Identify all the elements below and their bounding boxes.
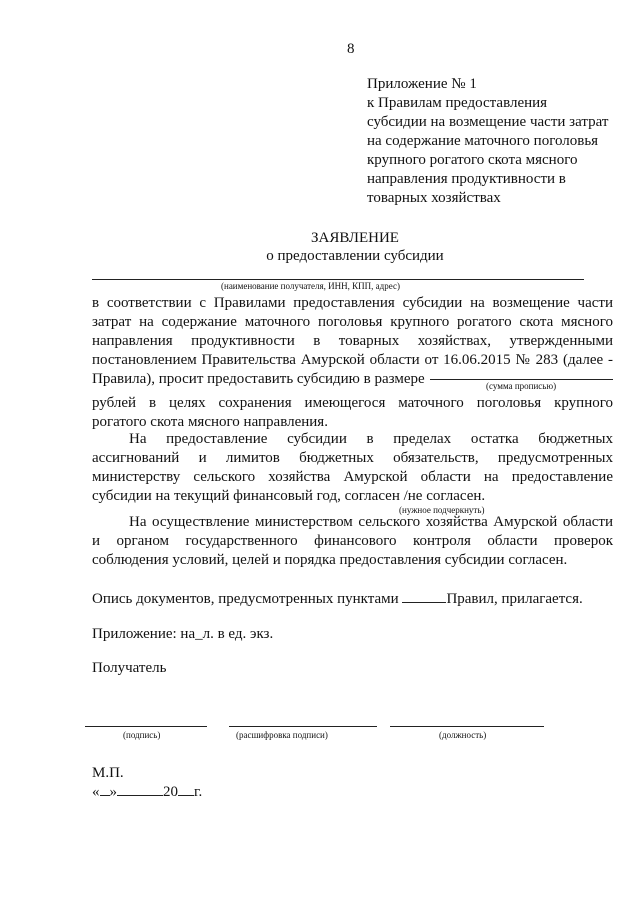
- appendix-line: Приложение № 1: [367, 76, 477, 92]
- recipient-hint: (наименование получателя, ИНН, КПП, адрес): [221, 281, 400, 291]
- signature-hint: (подпись): [123, 730, 161, 740]
- position-field-line: [390, 726, 544, 727]
- appendix-line: направления продуктивности в: [367, 171, 566, 187]
- paragraph-line: направления продуктивности в товарных хозяйствах, утвержденными: [92, 333, 613, 349]
- paragraph-line: постановлением Правительства Амурской области от 16.06.2015 № 283 (далее -: [92, 352, 613, 368]
- paragraph-consent-inspection: [92, 513, 613, 570]
- amount-hint: (сумма прописью): [486, 381, 557, 391]
- signature-field-line: [85, 726, 207, 727]
- date-open-quote: «: [92, 784, 100, 800]
- paragraph-line: соблюдения условий, целей и порядка предоставления субсидии согласен.: [92, 552, 568, 568]
- decoding-hint: (расшифровка подписи): [236, 730, 328, 740]
- date-year-field: [178, 783, 194, 796]
- paragraph-line: рогатого скота мясного направления.: [92, 414, 328, 430]
- paragraph-line: Правила), просит предоставить субсидию в размере: [92, 371, 425, 387]
- date-month-field: [117, 783, 163, 796]
- paragraph-line: ассигнований и лимитов бюджетных обязательств, предусмотренных: [92, 450, 613, 466]
- date-line: [92, 783, 202, 802]
- paragraph-line: На осуществление министерством сельского хозяйства Амурской области: [129, 514, 613, 530]
- page-number: 8: [347, 41, 355, 57]
- underline-hint: (нужное подчеркнуть): [399, 505, 485, 515]
- paragraph-line: рублей в целях сохранения имеющегося маточного поголовья крупного: [92, 395, 613, 411]
- paragraph-purpose: [92, 394, 613, 432]
- date-day-field: [100, 783, 110, 796]
- paragraph-line: На предоставление субсидии в пределах остатка бюджетных: [129, 431, 613, 447]
- recipient-field-line: [92, 279, 584, 280]
- date-year-suffix: г.: [194, 784, 203, 800]
- document-subtitle: о предоставлении субсидии: [266, 248, 444, 264]
- paragraph-application: [92, 294, 613, 389]
- inventory-statement: [92, 590, 583, 609]
- appendix-line: на содержание маточного поголовья: [367, 133, 599, 149]
- document-title: ЗАЯВЛЕНИЕ: [311, 230, 399, 246]
- appendix-line: крупного рогатого скота мясного: [367, 152, 578, 168]
- appendix-block: [367, 75, 608, 208]
- inventory-points-field: [402, 590, 446, 603]
- date-close-quote: »: [109, 784, 117, 800]
- amount-field-line: [430, 379, 613, 380]
- appendix-line: товарных хозяйствах: [367, 190, 501, 206]
- stamp-label: М.П.: [92, 765, 124, 781]
- recipient-label: Получатель: [92, 660, 167, 676]
- paragraph-line: субсидии на текущий финансовый год, согласен /не согласен.: [92, 488, 486, 504]
- appendix-line: к Правилам предоставления: [367, 95, 548, 111]
- position-hint: (должность): [439, 730, 487, 740]
- inventory-text-before: Опись документов, предусмотренных пунктами: [92, 591, 399, 607]
- decoding-field-line: [229, 726, 377, 727]
- date-year-prefix: 20: [163, 784, 178, 800]
- paragraph-consent-limits: [92, 430, 613, 506]
- appendix-line: субсидии на возмещение части затрат: [367, 114, 609, 130]
- paragraph-line: министерству сельского хозяйства Амурской области на предоставление: [92, 469, 613, 485]
- paragraph-line: и органом государственного финансового контроля области проверок: [92, 533, 613, 549]
- paragraph-line: в соответствии с Правилами предоставления субсидии на возмещение части: [92, 295, 613, 311]
- paragraph-line: затрат на содержание маточного поголовья крупного рогатого скота мясного: [92, 314, 613, 330]
- inventory-text-after: Правил, прилагается.: [446, 591, 583, 607]
- attachment-line: Приложение: на_л. в ед. экз.: [92, 626, 274, 642]
